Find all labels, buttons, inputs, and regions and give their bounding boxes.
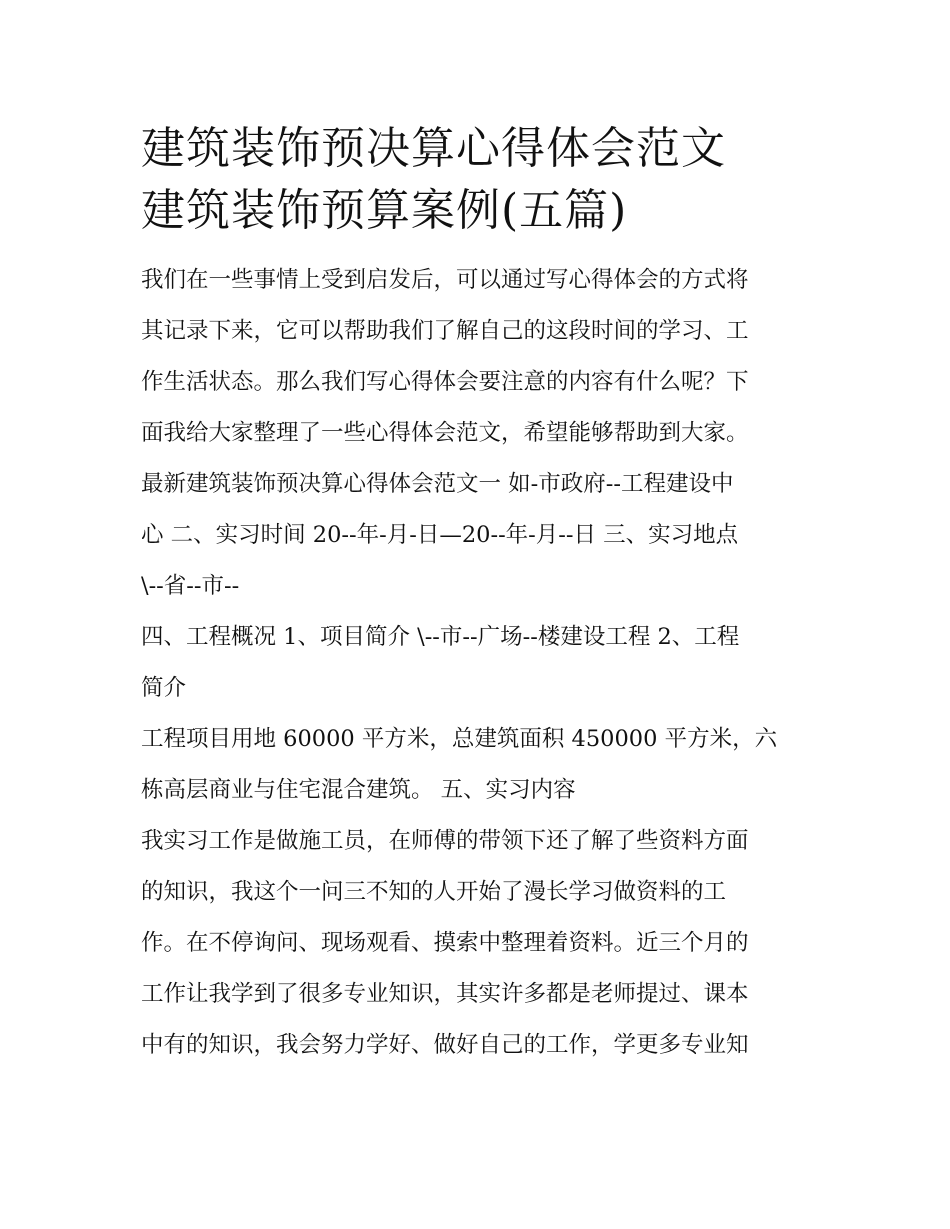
paragraph-project-details bbox=[141, 714, 821, 816]
text-line: 作生活状态。那么我们写心得体会要注意的内容有什么呢？下 bbox=[141, 369, 749, 395]
text-line: 面我给大家整理了一些心得体会范文，希望能够帮助到大家。 bbox=[141, 420, 749, 446]
title-line: 建筑装饰预决算心得体会范文 bbox=[141, 123, 726, 174]
text-line: \--省--市-- bbox=[141, 573, 240, 599]
paragraph-project-overview bbox=[141, 612, 821, 714]
paragraph-internship-content bbox=[141, 816, 821, 1071]
paragraph-section-one bbox=[141, 459, 821, 612]
text-line: 的知识，我这个一问三不知的人开始了漫长学习做资料的工 bbox=[141, 879, 727, 905]
text-line: 其记录下来，它可以帮助我们了解自己的这段时间的学习、工 bbox=[141, 318, 749, 344]
text-line: 心 二、实习时间 20--年-月-日—20--年-月--日 三、实习地点 bbox=[141, 522, 739, 548]
text-line: 工作让我学到了很多专业知识，其实许多都是老师提过、课本 bbox=[141, 981, 749, 1007]
text-line: 我们在一些事情上受到启发后，可以通过写心得体会的方式将 bbox=[141, 267, 749, 293]
document-content bbox=[141, 118, 821, 1071]
text-line: 中有的知识，我会努力学好、做好自己的工作，学更多专业知 bbox=[141, 1032, 749, 1058]
text-line: 简介 bbox=[141, 675, 187, 701]
paragraph-intro bbox=[141, 255, 821, 459]
text-line: 我实习工作是做施工员，在师傅的带领下还了解了些资料方面 bbox=[141, 828, 749, 854]
text-line: 四、工程概况 1、项目简介 \--市--广场--楼建设工程 2、工程 bbox=[141, 624, 740, 650]
document-body bbox=[141, 255, 821, 1071]
text-line: 最新建筑装饰预决算心得体会范文一 如-市政府--工程建设中 bbox=[141, 471, 734, 497]
text-line: 作。在不停询问、现场观看、摸索中整理着资料。近三个月的 bbox=[141, 930, 749, 956]
title-line: 建筑装饰预算案例(五篇) bbox=[141, 185, 628, 236]
text-line: 栋高层商业与住宅混合建筑。 五、实习内容 bbox=[141, 777, 576, 803]
document-title bbox=[141, 118, 821, 242]
text-line: 工程项目用地 60000 平方米，总建筑面积 450000 平方米，六 bbox=[141, 726, 778, 752]
